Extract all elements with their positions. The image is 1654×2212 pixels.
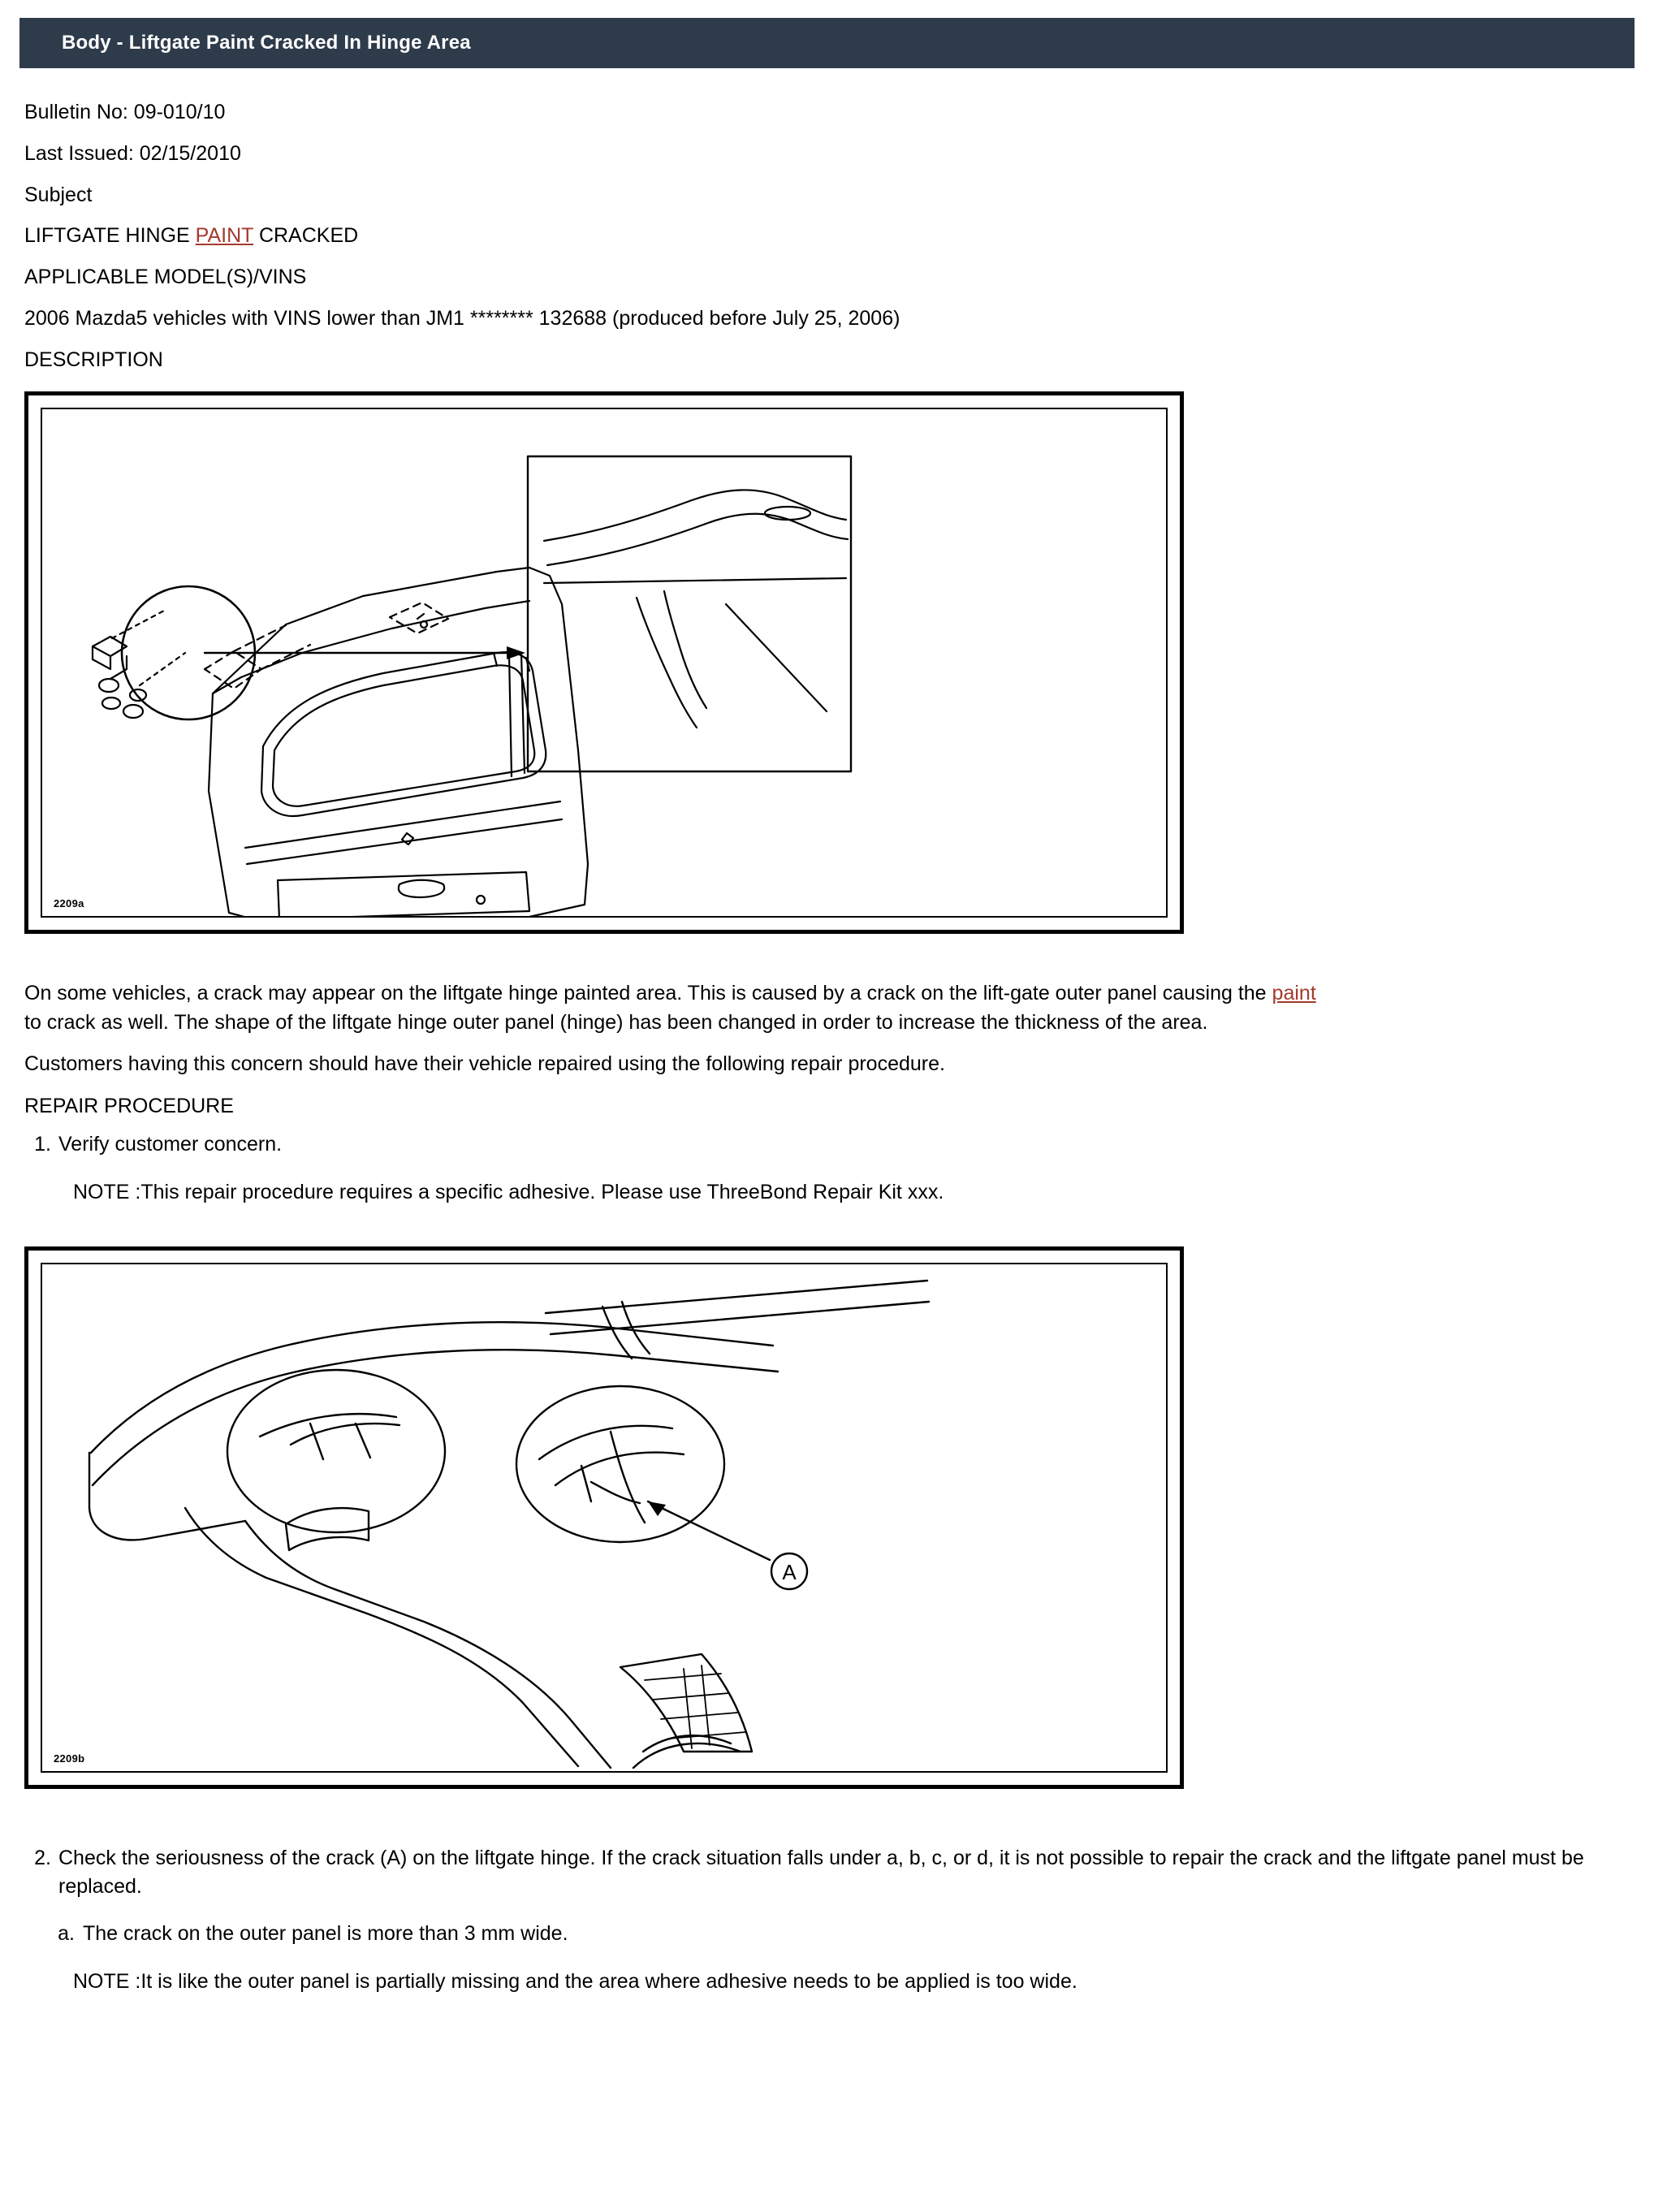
figure-liftgate-overview [24, 391, 1184, 934]
repair-step-1-number: 1. [34, 1132, 51, 1156]
figure-1-frame [41, 408, 1168, 918]
description-paragraph-2: Customers having this concern should have their vehicle repaired using the following repair procedure. [24, 1052, 945, 1076]
subject-suffix: CRACKED [253, 224, 359, 248]
spacer-after-figure-2 [24, 1789, 1630, 1821]
figure-1-caption: 2209a [54, 897, 84, 910]
applicable-models-heading: APPLICABLE MODEL(S)/VINS [24, 266, 307, 288]
applicable-models-text: 2006 Mazda5 vehicles with VINS lower than JM1 ******** 132688 (produced before July 25, 2006) [24, 306, 900, 330]
figure-2-frame [41, 1263, 1168, 1773]
repair-step-1 [24, 1121, 1630, 1160]
page-header [19, 18, 1635, 68]
page-title: Body - Liftgate Paint Cracked In Hinge Area [62, 32, 471, 54]
description-heading: DESCRIPTION [24, 348, 163, 371]
repair-step-2-number: 2. [34, 1846, 51, 1869]
bulletin-number: Bulletin No: 09-010/10 [24, 101, 226, 123]
repair-procedure-heading: REPAIR PROCEDURE [24, 1094, 234, 1117]
description-paragraph-1 [24, 966, 1630, 1037]
subject-prefix: LIFTGATE HINGE [24, 224, 196, 248]
figure-hinge-crack-detail [24, 1246, 1184, 1789]
repair-step-2-text: Check the seriousness of the crack (A) on the liftgate hinge. If the crack situation falls under a, b, c, or d, it is not possible to repair the crack and the liftgate panel must be replaced. [58, 1846, 1584, 1898]
description-part-2: to crack as well. The shape of the liftgate hinge outer panel (hinge) has been changed in order to increase the thickness of the area. [24, 1010, 1208, 1034]
last-issued-date: Last Issued: 02/15/2010 [24, 141, 241, 165]
repair-substep-a-text: The crack on the outer panel is more than 3 mm wide. [83, 1921, 568, 1945]
spacer-after-figure-1 [24, 934, 1630, 966]
repair-step-1-text: Verify customer concern. [58, 1132, 283, 1156]
subject-text [24, 209, 1630, 250]
figure-2-label-a: A [782, 1559, 797, 1584]
repair-step-2 [24, 1821, 1630, 1902]
paint-link[interactable]: PAINT [195, 224, 253, 248]
paint-link-2[interactable]: paint [1272, 982, 1316, 1005]
document-page [0, 18, 1654, 2029]
figure-2-caption: 2209b [54, 1752, 85, 1765]
subject-heading: Subject [24, 183, 93, 206]
repair-substep-a-number: a. [58, 1921, 75, 1945]
liftgate-illustration [42, 409, 1171, 916]
description-part-1: On some vehicles, a crack may appear on the liftgate hinge painted area. This is caused by a crack on the lift-gate outer panel causing the [24, 982, 1272, 1005]
note-2: NOTE :It is like the outer panel is partially missing and the area where adhesive needs to be applied is too wide. [73, 1970, 1077, 1993]
note-1: NOTE :This repair procedure requires a specific adhesive. Please use ThreeBond Repair Kit xxx. [73, 1181, 944, 1203]
document-body [0, 68, 1654, 1997]
hinge-crack-illustration [42, 1264, 1171, 1771]
repair-substep-a [24, 1902, 1630, 1949]
